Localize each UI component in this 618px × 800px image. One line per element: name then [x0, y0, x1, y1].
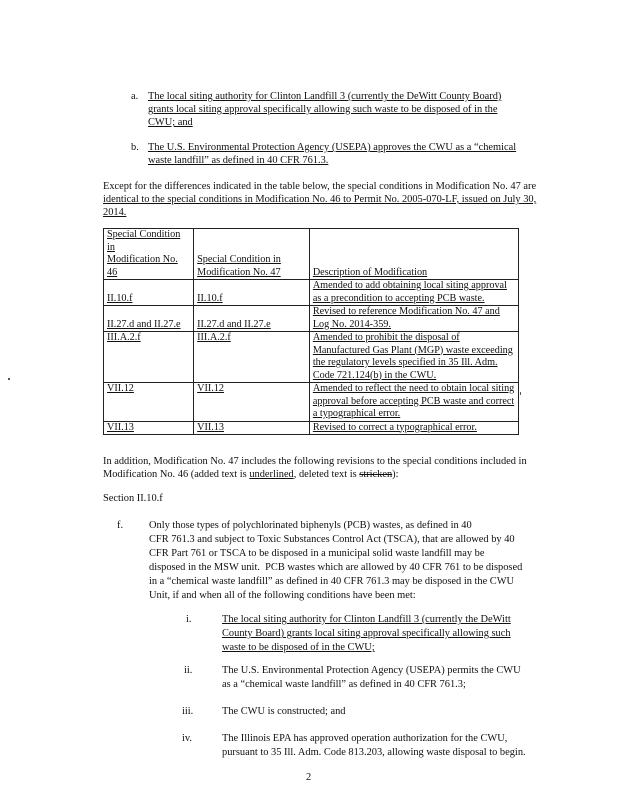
table-row — [104, 421, 519, 435]
scan-speck — [8, 378, 10, 380]
item-line: CFR 761.3 and subject to Toxic Substances Control Act (TSCA), that are allowed by 40 — [149, 534, 515, 545]
cell-condition-47: III.A.2.f — [194, 332, 310, 383]
cell-condition-47: II.10.f — [194, 280, 310, 306]
section-heading: Section II.10.f — [103, 493, 163, 504]
table-row — [104, 280, 519, 306]
item-line: CFR Part 761 or TSCA to be disposed in a municipal solid waste landfill may be — [149, 548, 485, 559]
item-marker: f. — [117, 520, 124, 531]
item-marker: i. — [186, 614, 192, 625]
stricken-word: stricken — [359, 469, 393, 480]
paragraph-line: In addition, Modification No. 47 includes the following revisions to the special conditions included in — [103, 456, 527, 467]
item-line: grants local siting approval specifically allowing such waste to be disposed of in the — [148, 104, 498, 115]
item-marker: ii. — [184, 665, 193, 676]
cell-description: Revised to reference Modification No. 47 and Log No. 2014-359. — [309, 306, 518, 332]
cell-condition-46: II.10.f — [104, 280, 194, 306]
item-line: waste to be disposed of in the CWU; — [222, 642, 375, 653]
item-line: CWU; and — [148, 117, 193, 128]
item-line: The CWU is constructed; and — [222, 706, 346, 717]
header-condition-47: Special Condition in Modification No. 47 — [194, 229, 310, 280]
cell-condition-47: VII.12 — [194, 383, 310, 422]
item-marker: b. — [131, 142, 139, 153]
item-line: pursuant to 35 Ill. Adm. Code 813.203, allowing waste disposal to begin. — [222, 747, 526, 758]
item-line: waste landfill” as defined in 40 CFR 761.3. — [148, 155, 329, 166]
cell-condition-46: II.27.d and II.27.e — [104, 306, 194, 332]
item-line: Only those types of polychlorinated biphenyls (PCB) wastes, as defined in 40 — [149, 520, 472, 531]
table-header-row — [104, 229, 519, 280]
item-line: The U.S. Environmental Protection Agency (USEPA) approves the CWU as a “chemical — [148, 142, 517, 153]
table-row — [104, 306, 519, 332]
cell-condition-47: VII.13 — [194, 421, 310, 435]
item-line: County Board) grants local siting approval specifically allowing such — [222, 628, 511, 639]
item-marker: iv. — [182, 733, 193, 744]
item-line: as a “chemical waste landfill” as defined in 40 CFR 761.3; — [222, 679, 466, 690]
item-marker: a. — [131, 91, 139, 102]
cell-condition-47: II.27.d and II.27.e — [194, 306, 310, 332]
item-marker: iii. — [182, 706, 194, 717]
table-row — [104, 383, 519, 422]
item-line: The local siting authority for Clinton Landfill 3 (currently the DeWitt — [222, 614, 511, 625]
paragraph-line: 2014. — [103, 207, 127, 218]
table-row — [104, 332, 519, 383]
item-line: The Illinois EPA has approved operation authorization for the CWU, — [222, 733, 508, 744]
item-line: The local siting authority for Clinton Landfill 3 (currently the DeWitt County Board) — [148, 91, 502, 102]
item-line: The U.S. Environmental Protection Agency (USEPA) permits the CWU — [222, 665, 521, 676]
cell-condition-46: VII.13 — [104, 421, 194, 435]
cell-description: Amended to prohibit the disposal of Manufactured Gas Plant (MGP) waste exceeding the regulatory levels specified in 35 Ill. Adm. Code 721.124(b) in the CWU. — [309, 332, 518, 383]
item-line: Unit, if and when all of the following conditions have been met: — [149, 590, 416, 601]
header-condition-46: Special Condition in Modification No. 46 — [104, 229, 194, 280]
paragraph-line: Except for the differences indicated in the table below, the special conditions in Modification No. 47 are — [103, 181, 537, 192]
underlined-word: underlined — [249, 469, 294, 480]
item-line: disposed in the MSW unit. PCB wastes which are allowed by 40 CFR 761 to be disposed — [149, 562, 523, 573]
paragraph-line: Modification No. 46 (added text is underlined, deleted text is stricken): — [103, 469, 399, 480]
item-line: in a “chemical waste landfill” as defined in 40 CFR 761.3 may be disposed in the CWU — [149, 576, 515, 587]
header-description: Description of Modification — [309, 229, 518, 280]
page-number: 2 — [306, 772, 312, 783]
modification-table — [103, 228, 519, 435]
scan-speck — [520, 392, 521, 395]
cell-condition-46: VII.12 — [104, 383, 194, 422]
paragraph-line: identical to the special conditions in Modification No. 46 to Permit No. 2005-070-LF, issued on July 30, — [103, 194, 537, 205]
cell-description: Amended to reflect the need to obtain local siting approval before accepting PCB waste and correct a typographical error. — [309, 383, 518, 422]
cell-condition-46: III.A.2.f — [104, 332, 194, 383]
cell-description: Amended to add obtaining local siting approval as a precondition to accepting PCB waste. — [309, 280, 518, 306]
cell-description: Revised to correct a typographical error. — [309, 421, 518, 435]
